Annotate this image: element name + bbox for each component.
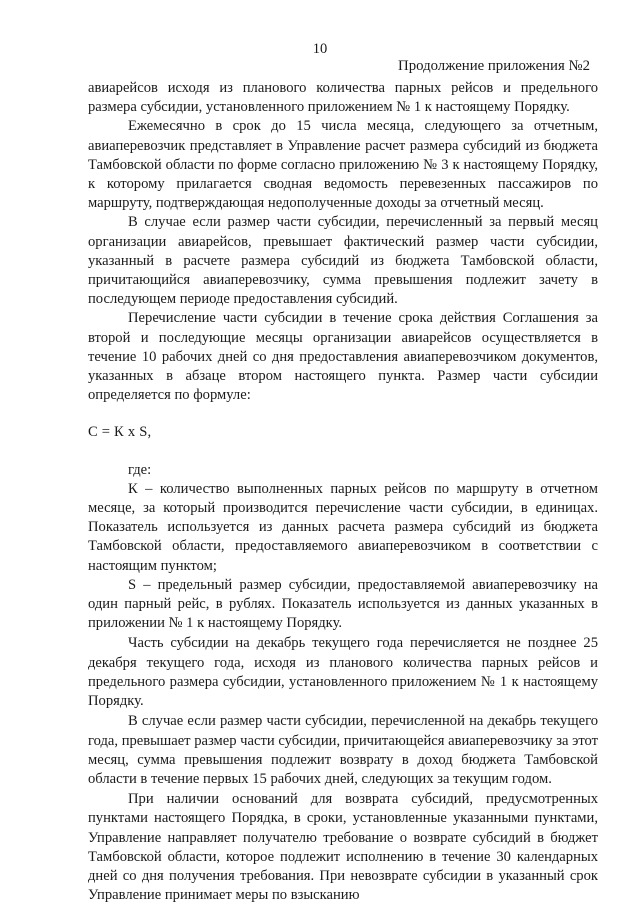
paragraph-continuation: авиарейсов исходя из планового количества парных рейсов и предельного размера субсидии, установленного приложением № 1 к настоящему Порядку. bbox=[88, 80, 598, 116]
page-number: 10 bbox=[312, 41, 328, 57]
definition-k: К – количество выполненных парных рейсов по маршруту в отчетном месяце, за который производится перечисление части субсидии, в единицах. Показатель используется из данных расчета размера субсидий из бюджета Тамбовской области, предоставляемого авиаперевозчиком в соответствии с настоящим пунктом; bbox=[88, 480, 598, 574]
paragraph-first-month-excess: В случае если размер части субсидии, перечисленный за первый месяц организации авиарейсов, превышает фактический размер части субсидии, указанный в расчете размера субсидий из бюджета Тамбовской области, причитающийся авиаперевозчику, сумма превышения подлежит зачету в последующем периоде предоставления субсидий. bbox=[88, 214, 598, 308]
paragraph-subsequent-months: Перечисление части субсидии в течение срока действия Соглашения за второй и последующие месяцы организации авиарейсов осуществляется в течение 10 рабочих дней со дня предоставления авиаперевозчиком документов, указанных в абзаце втором настоящего пункта. Размер части субсидии определяется по формуле: bbox=[88, 310, 598, 404]
paragraph-refund-grounds: При наличии оснований для возврата субсидий, предусмотренных пунктами настоящего Порядка, в сроки, установленные указанными пунктами, Управление направляет получателю требование о возврате субсидий в бюджет Тамбовской области, которое подлежит исполнению в течение 30 календарных дней со дня получения требования. При невозврате субсидии в указанный срок Управление принимает меры по взысканию bbox=[88, 791, 598, 904]
paragraph-december-part: Часть субсидии на декабрь текущего года перечисляется не позднее 25 декабря текущего года, исходя из планового количества парных рейсов и предельного размера субсидии, установленного приложением № 1 к настоящему Порядку. bbox=[88, 635, 598, 710]
paragraph-monthly-report: Ежемесячно в срок до 15 числа месяца, следующего за отчетным, авиаперевозчик представляет в Управление расчет размера субсидий из бюджета Тамбовской области по форме согласно приложению № 3 к настоящему Порядку, к которому прилагается сводная ведомость перевезенных пассажиров по маршруту, подтверждающая недополученные доходы за отчетный месяц. bbox=[88, 118, 598, 212]
where-label: где: bbox=[128, 461, 152, 478]
definition-s: S – предельный размер субсидии, предоставляемой авиаперевозчику на один парный рейс, в рублях. Показатель используется из данных указанных в приложении № 1 к настоящему Порядку. bbox=[88, 576, 598, 632]
appendix-continuation-note: Продолжение приложения №2 bbox=[398, 58, 590, 74]
subsidy-formula: C = К х S, bbox=[88, 424, 152, 441]
paragraph-december-excess: В случае если размер части субсидии, перечисленной на декабрь текущего года, превышает размер части субсидии, причитающейся авиаперевозчику за этот месяц, сумма превышения подлежит возврату в доход бюджета Тамбовской области в течение первых 15 рабочих дней, следующих за текущим годом. bbox=[88, 713, 599, 787]
document-body bbox=[88, 79, 598, 905]
